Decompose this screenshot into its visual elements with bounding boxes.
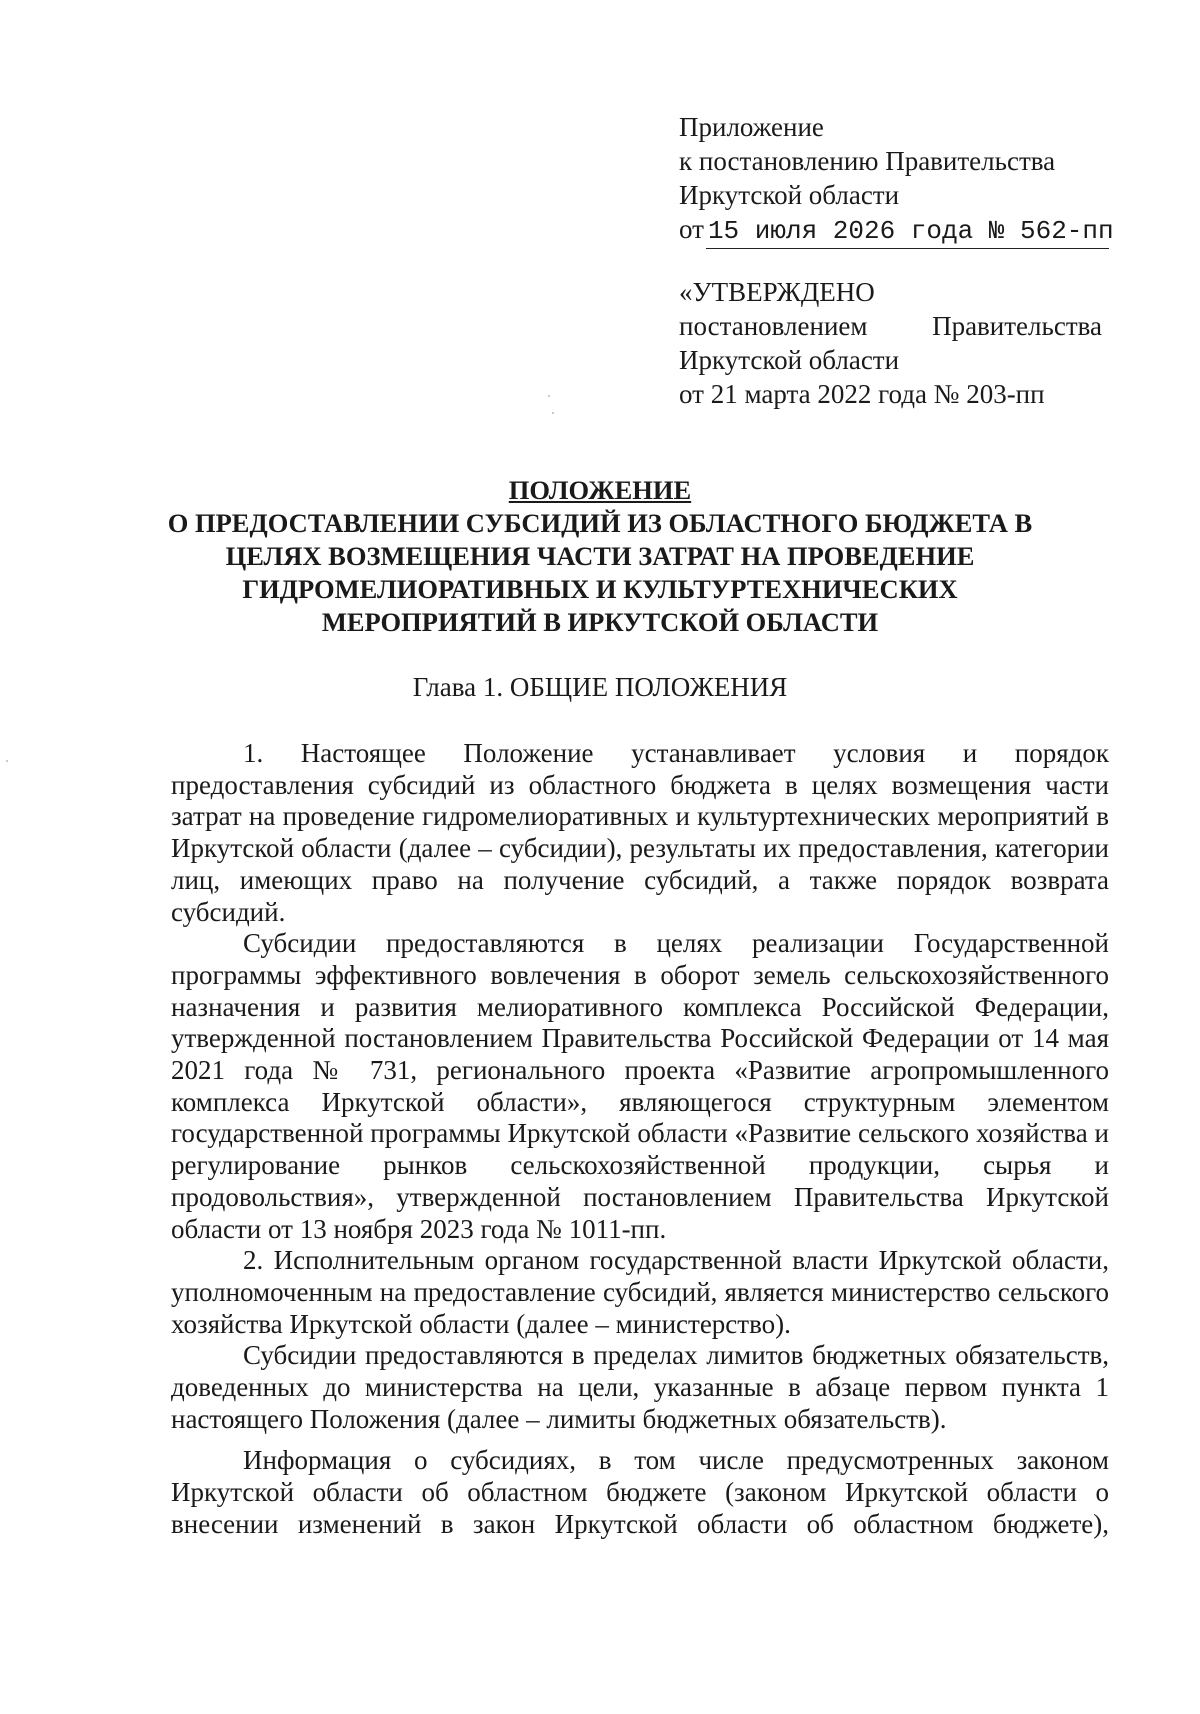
scan-speck: [548, 395, 550, 397]
paragraph: Информация о субсидиях, в том числе предусмотренных законом Иркутской области об областном бюджете (законом Иркутской области о внесении изменений в закон Иркутской области об областном бюджете),: [171, 1445, 1109, 1539]
title-line: ПОЛОЖЕНИЕ: [508, 475, 692, 505]
chapter-heading: Глава 1. ОБЩИЕ ПОЛОЖЕНИЯ: [412, 672, 788, 702]
paragraph: Субсидии предоставляются в целях реализации Государственной программы эффективного вовлечения в оборот земель сельскохозяйственного назначения и развития мелиоративного комплекса Российской Федерации, утвержденной постановлением Правительства Российской Федерации от 14 мая 2021 года № 731, регионального проекта «Развитие агропромышленного комплекса Иркутской области», являющегося структурным элементом государственной программы Иркутской области «Развитие сельского хозяйства и регулирование рынков сельскохозяйственной продукции, сырья и продовольствия», утвержденной постановлением Правительства Иркутской области от 13 ноября 2023 года № 1011-пп.: [171, 928, 1109, 1244]
approved-word: постановлением: [679, 311, 868, 341]
paragraph: Субсидии предоставляются в пределах лимитов бюджетных обязательств, доведенных до министерства на цели, указанные в абзаце первом пункта 1 настоящего Положения (далее – лимиты бюджетных обязательств).: [171, 1340, 1109, 1434]
title-line: МЕРОПРИЯТИЙ В ИРКУТСКОЙ ОБЛАСТИ: [321, 607, 879, 637]
paragraph: 2. Исполнительным органом государственной власти Иркутской области, уполномоченным на предоставление субсидий, является министерство сельского хозяйства Иркутской области (далее – министерство).: [171, 1245, 1109, 1339]
appendix-line: Приложение: [679, 112, 824, 142]
appendix-line: к постановлению Правительства: [679, 146, 1056, 176]
title-line: ГИДРОМЕЛИОРАТИВНЫХ И КУЛЬТУРТЕХНИЧЕСКИХ: [242, 574, 958, 604]
title-line: ЦЕЛЯХ ВОЗМЕЩЕНИЯ ЧАСТИ ЗАТРАТ НА ПРОВЕДЕНИЕ: [225, 541, 975, 571]
typed-date-number: 15 июля 2026 года № 562-пп: [706, 214, 1109, 249]
approved-line: [679, 309, 1102, 343]
approved-line: Иркутской области: [679, 345, 900, 375]
appendix-line: Иркутской области: [679, 180, 900, 210]
document-body: [171, 738, 1109, 1541]
scan-speck: [552, 412, 554, 414]
date-prefix: от: [679, 214, 704, 244]
title-line: О ПРЕДОСТАВЛЕНИИ СУБСИДИЙ ИЗ ОБЛАСТНОГО БЮДЖЕТА В: [167, 508, 1033, 538]
paragraph: 1. Настоящее Положение устанавливает условия и порядок предоставления субсидий из областного бюджета в целях возмещения части затрат на проведение гидромелиоративных и культуртехнических мероприятий в Иркутской области (далее – субсидии), результаты их предоставления, категории лиц, имеющих право на получение субсидий, а также порядок возврата субсидий.: [171, 738, 1109, 927]
scan-speck: [6, 760, 8, 762]
appendix-block: [679, 110, 1114, 249]
approval-stamp-block: [679, 275, 1102, 411]
approved-line: «УТВЕРЖДЕНО: [679, 277, 875, 307]
approved-line: от 21 марта 2022 года № 203-пп: [679, 379, 1045, 409]
approved-word: Правительства: [932, 311, 1102, 341]
appendix-date-line: [679, 212, 1114, 249]
document-title: [140, 474, 1060, 639]
